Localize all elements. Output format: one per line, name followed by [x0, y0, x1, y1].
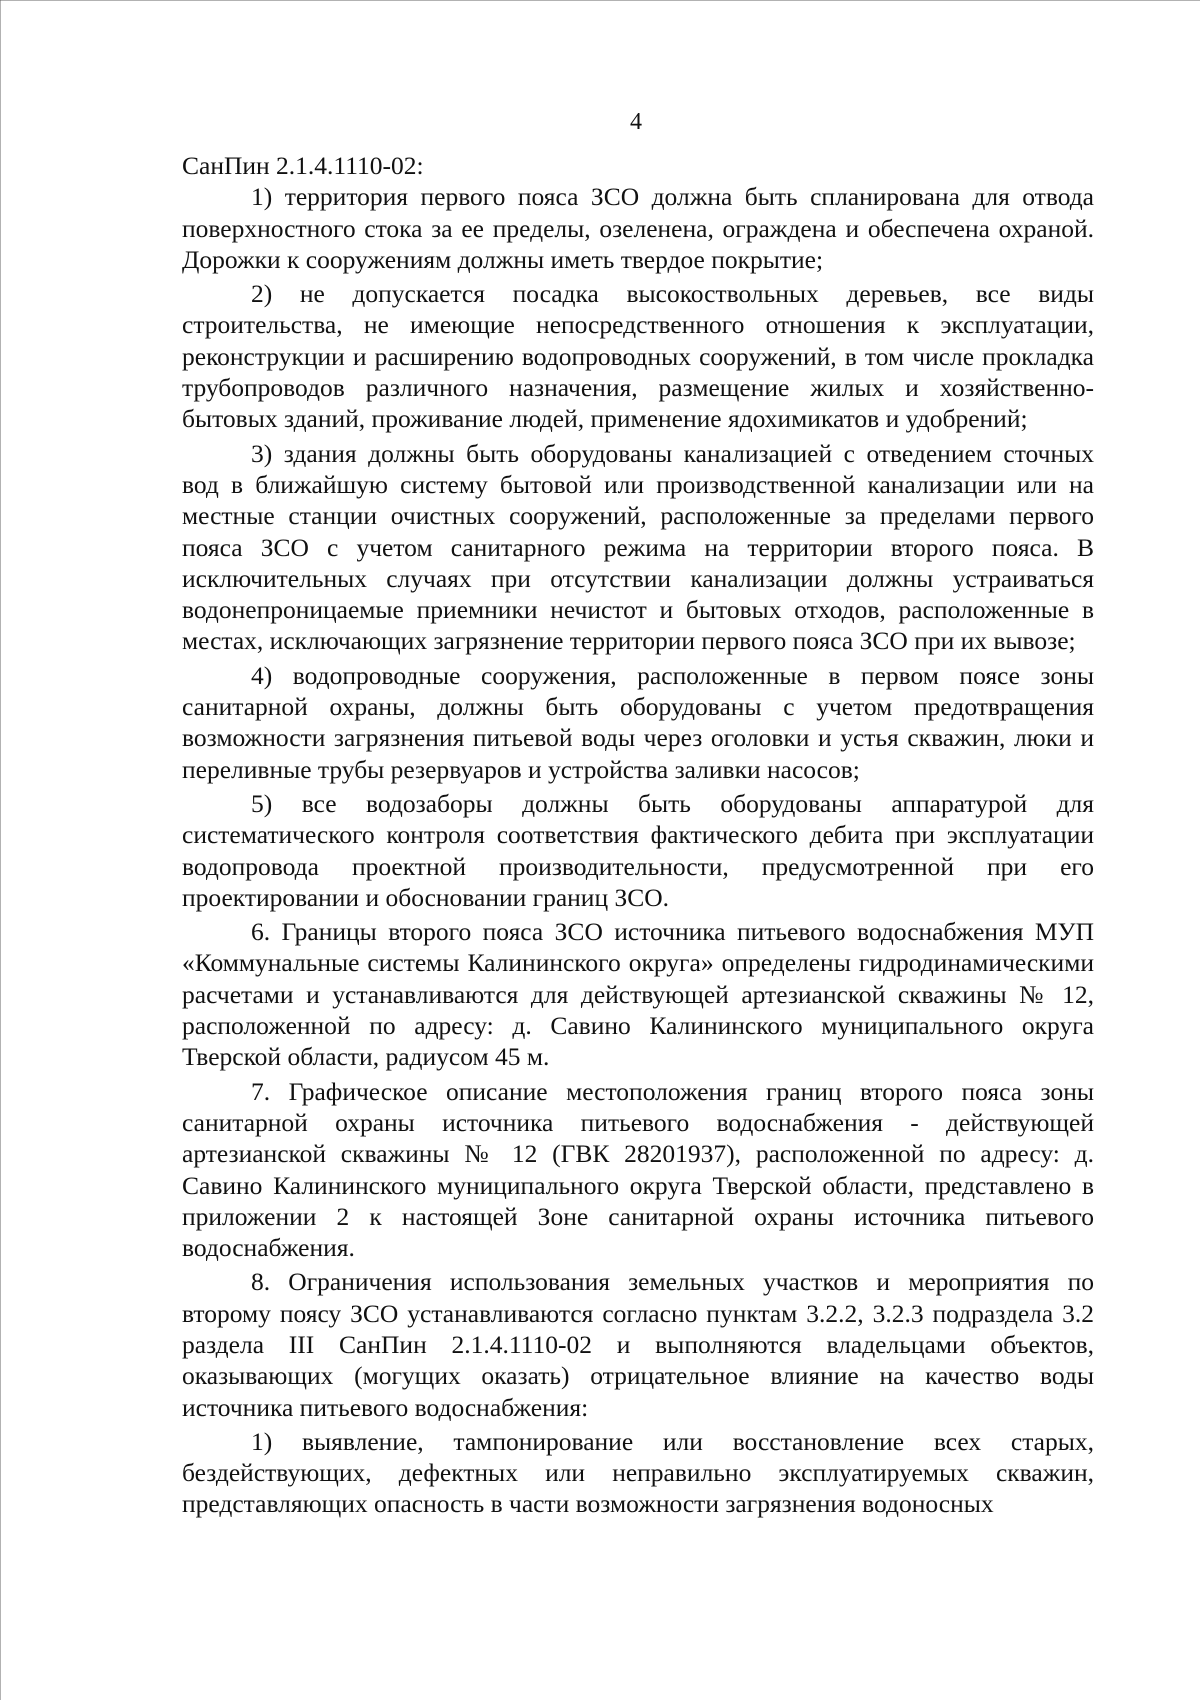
- scan-mark-top: [0, 0, 1200, 1]
- paragraph-item-8-1: 1) выявление, тампонирование или восстановление всех старых, бездействующих, дефектных или неправильно эксплуатируемых скважин, представляющих опасность в части возможности загрязнения водоносных: [182, 1426, 1094, 1519]
- paragraph-item-5: 5) все водозаборы должны быть оборудованы аппаратурой для систематического контроля соответствия фактического дебита при эксплуатации водопровода проектной производительности, предусмотренной при его проектировании и обосновании границ ЗСО.: [182, 788, 1094, 912]
- paragraph-item-2: 2) не допускается посадка высокоствольных деревьев, все виды строительства, не имеющие непосредственного отношения к эксплуатации, реконструкции и расширению водопроводных сооружений, в том числе прокладка трубопроводов различного назначения, размещение жилых и хозяйственно-бытовых зданий, проживание людей, применение ядохимикатов и удобрений;: [182, 279, 1094, 434]
- paragraph-intro: СанПин 2.1.4.1110-02:: [182, 151, 424, 180]
- paragraph-section-6: 6. Границы второго пояса ЗСО источника питьевого водоснабжения МУП «Коммунальные системы Калининского округа» определены гидродинамическими расчетами и устанавливаются для действующей артезианской скважины № 12, расположенной по адресу: д. Савино Калининского муниципального округа Тверской области, радиусом 45 м.: [182, 917, 1094, 1072]
- paragraph-item-1: 1) территория первого пояса ЗСО должна быть спланирована для отвода поверхностного стока за ее пределы, озеленена, ограждена и обеспечена охраной. Дорожки к сооружениям должны иметь твердое покрытие;: [182, 182, 1094, 274]
- paragraph-item-3: 3) здания должны быть оборудованы канализацией с отведением сточных вод в ближайшую систему бытовой или производственной канализации или на местные станции очистных сооружений, расположенные за пределами первого пояса ЗСО с учетом санитарного режима на территории второго пояса. В исключительных случаях при отсутствии канализации должны устраиваться водонепроницаемые приемники нечистот и бытовых отходов, расположенные в местах, исключающих загрязнение территории первого пояса ЗСО при их вывозе;: [182, 438, 1094, 656]
- page-number: 4: [630, 109, 642, 135]
- paragraph-section-8: 8. Ограничения использования земельных участков и мероприятия по второму поясу ЗСО устанавливаются согласно пунктам 3.2.2, 3.2.3 подраздела 3.2 раздела III СанПин 2.1.4.1110-02 и выполняются владельцами объектов, оказывающих (могущих оказать) отрицательное влияние на качество воды источника питьевого водоснабжения:: [182, 1267, 1094, 1422]
- document-body: [182, 150, 1094, 1520]
- paragraph-item-4: 4) водопроводные сооружения, расположенные в первом поясе зоны санитарной охраны, должны быть оборудованы с учетом предотвращения возможности загрязнения питьевой воды через оголовки и устья скважин, люки и переливные трубы резервуаров и устройства заливки насосов;: [182, 660, 1094, 784]
- scan-mark-left: [0, 0, 1, 1700]
- paragraph-section-7: 7. Графическое описание местоположения границ второго пояса зоны санитарной охраны источника питьевого водоснабжения - действующей артезианской скважины № 12 (ГВК 28201937), расположенной по адресу: д. Савино Калининского муниципального округа Тверской области, представлено в приложении 2 к настоящей Зоне санитарной охраны источника питьевого водоснабжения.: [182, 1076, 1094, 1263]
